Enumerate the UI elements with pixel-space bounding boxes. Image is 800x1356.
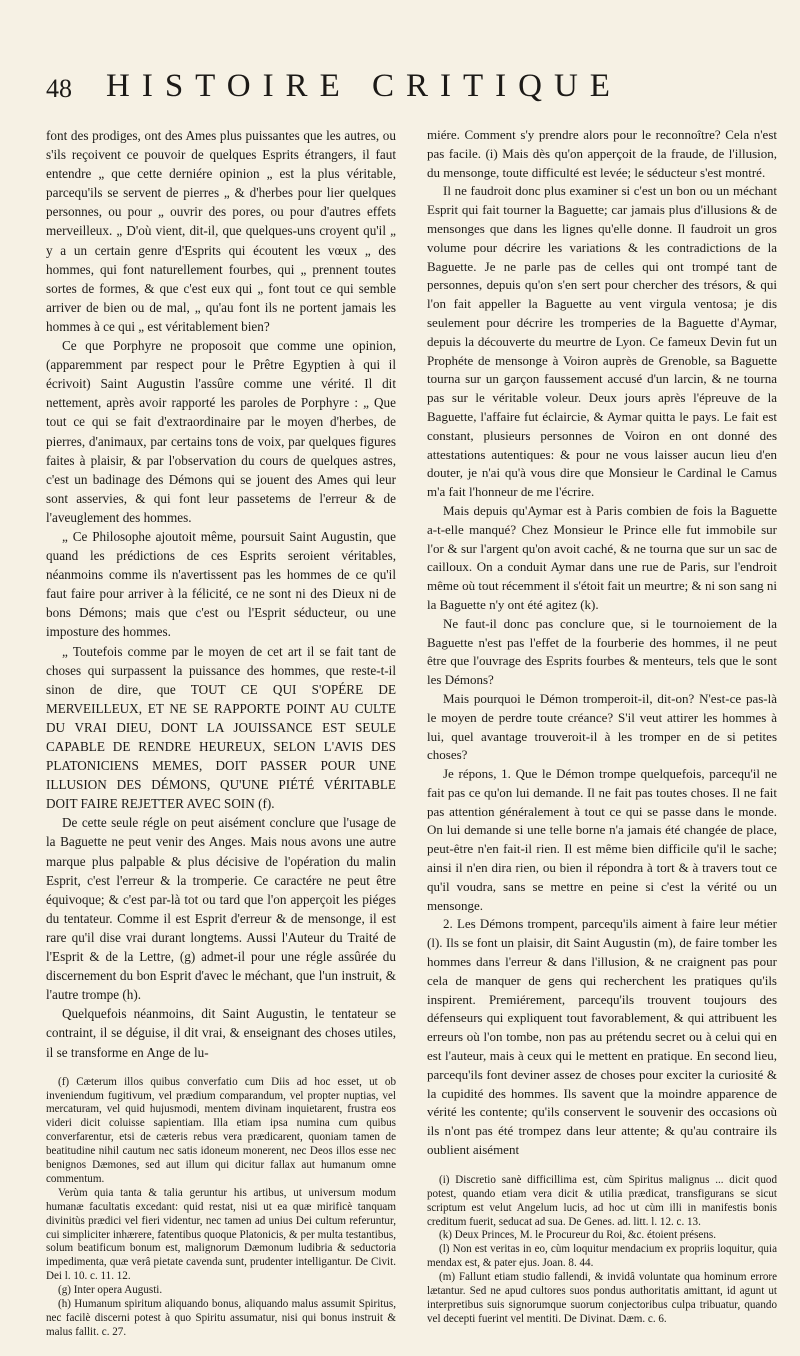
paragraph: De cette seule régle on peut aisément conclure que l'usage de la Baguette ne peut venir des Anges. Mais nous avons une autre marque plus palpable & plus décisive de l'opération du malin Esprit, c'est l'erreur & la tromperie. Ce caractére ne peut être équivoque; & c'est par-là tot ou tard que l'on apperçoit les piéges du tentateur. Comme il est Esprit d'erreur & de mensonge, il est rare qu'il dise vrai durant longtems. Aussi l'Auteur du Traité de l'Esprit & de la Lettre, (g) admet-il pour une régle assûrée du discernement du bon Esprit d'avec le méchant, que l'un instruit, & l'autre trompe (h). [46,815,396,1003]
footnote: (h) Humanum spiritum aliquando bonus, aliquando malus assumit Spiritus, nec facilè discerni potest à quo Spiritu assumatur, nisi qui bonus instruit & malus fallit. c. 27. [46,1298,396,1338]
paragraph: Mais depuis qu'Aymar est à Paris combien de fois la Baguette a-t-elle manqué? Chez Monsieur le Prince elle fut immobile sur l'or & sur l'argent qu'on avoit caché, & ne tourna que sur un sac de cailloux. On a conduit Aymar dans une rue de Paris, sur l'endroit même où tout récemment il s'étoit fait un meurtre; & ni son sang ni la Baguette n'y ont été agitez (k). [427,502,777,612]
paragraph: Je répons, 1. Que le Démon trompe quelquefois, parcequ'il ne fait pas ce qu'on lui demande. Il ne fait pas toutes choses. Il ne fait pas attention généralement à tout ce qui se passe dans le monde. On lui demande si une telle borne n'a jamais été changée de place, peut-être n'en fait-il rien. Il est même bien difficile qu'il le sache; ainsi il n'en dira rien, ou bien il répondra à tort & à travers tout ce qu'il voudra, sans se mettre en peine si c'est la vérité ou un mensonge. [427,766,777,913]
paragraph: „ Ce Philosophe ajoutoit même, poursuit Saint Augustin, que quand les prédictions de ces Esprits seroient véritables, néanmoins comme ils n'avertissent pas les hommes de ce qu'il faut faire pour arriver à la félicité, ce ne sont ni des Dieux ni de bons Démons; mais que c'est ou l'Esprit séducteur, ou une imposture des hommes. [46,528,396,640]
paragraph: Quelquefois néanmoins, dit Saint Augustin, le tentateur se contraint, il se déguise, il dit vrai, & enseignant des choses utiles, il se transforme en Ange de lu- [46,1006,396,1060]
footnote: (g) Inter opera Augusti. [58,1284,163,1297]
left-column [46,126,396,1340]
paragraph: „ Toutefois comme par le moyen de cet art il se fait tant de choses qui surpassent la puissance des hommes, que reste-t-il sinon de dire, que TOUT CE QUI S'OPÉRE DE MERVEILLEUX, ET NE SE RAPPORTE POINT AU CULTE DU VRAI DIEU, DONT LA JOUISSANCE EST SEULE CAPABLE DE RENDRE HEUREUX, SELON L'AVIS DES PLATONICIENS MEMES, DOIT PASSER POUR UNE ILLUSION DES DÉMONS, QU'UNE PIÉTÉ VÉRITABLE DOIT FAIRE REJETTER AVEC SOIN (f). [46,643,396,812]
footnote: (i) Discretio sanè difficillima est, cùm Spiritus malignus ... dicit quod potest, quando etiam vera dicit & utilia prædicat, transfigurans se sicut scriptum est velut Angelum lucis, ad hoc ut cùm illi in manifestis bonis creditum fuerit, seducat ad sua. De Genes. ad. litt. l. 12. c. 13. [427,1173,777,1228]
footnote: (l) Non est veritas in eo, cùm loquitur mendacium ex propriis loquitur, quia mendax est, & pater ejus. Joan. 8. 44. [427,1243,777,1270]
paragraph: font des prodiges, ont des Ames plus puissantes que les autres, ou s'ils reçoivent ce pouvoir de quelques Esprits étrangers, il faut entendre „ que cette derniére opinion „ est la plus véritable, parcequ'ils se servent de pierres „ & d'herbes pour lier quelques personnes, ou pour „ ouvrir des pores, ou pour d'autres effets merveilleux. „ D'où vient, dit-il, que quelques-uns croyent qu'il „ y a un certain genre d'Esprits qui écoutent les vœux „ des hommes, qui font naturellement fourbes, qui „ prennent toutes sortes de formes, & que c'est eux qui „ font tout ce qui semble arriver de bien ou de mal, „ qu'au font ils ne portent jamais les hommes à ce qui „ est véritablement bien? [46,128,396,334]
paragraph: Ce que Porphyre ne proposoit que comme une opinion, (apparemment par respect pour le Prêtre Egyptien à qui il écrivoit) Saint Augustin l'assûre comme une vérité. Il dit nettement, après avoir rapporté les paroles de Porphyre : „ Que tout ce qui se fait d'extraordinaire par le moyen d'herbes, de pierres, d'animaux, par certains tons de voix, par quelques figures faites à plaisir, & par l'observation du cours de quelques astres, c'est un badinage des Démons qui se jouent des Ames qui leur sont asservies, & qui font leur passetems de l'erreur & de l'aveuglement des hommes. [46,338,396,525]
running-title: HISTOIRE CRITIQUE [106,68,622,104]
paragraph: miére. Comment s'y prendre alors pour le reconnoître? Cela n'est pas facile. (i) Mais dès qu'on apperçoit de la fraude, de l'illusion, du mensonge, toute difficulté est levée; le séducteur s'est montré. [427,127,777,180]
footnote: (f) Cæterum illos quibus converfatio cum Diis ad hoc esset, ut ob inveniendum fugitivum, vel prædium comparandum, vel propter nuptias, vel mercaturam, vel quid hujusmodi, mentem divinam inquietarent, frustra eos videri dicit coluisse sapientiam. Illa etiam ipsa numina cum quibus converfarentur, etsi de cæteris rebus vera prædicarent, quoniam tamen de beatitudine nihil cautum nec satis idoneum monerent, nec Deos illos esse nec benignos Dæmones, sed aut illum qui dicitur fallax aut humanum omne commentum. [46,1075,396,1185]
footnotes [427,1174,777,1327]
page-number: 48 [46,74,72,103]
paragraph: 2. Les Démons trompent, parcequ'ils aiment à faire leur métier (l). Ils se font un plaisir, dit Saint Augustin (m), de faire tomber les hommes dans l'erreur & dans l'illusion, & ne craignent pas pour cela de manquer de gens qui recherchent les pratiques qu'ils inspirent. Premiérement, parcequ'ils trouvent toujours des défenseurs qui expliquent tout favorablement, & qui attribuent les erreurs où l'on tombe, non pas au prétendu secret ou à celui qui en est l'auteur, mais à ceux qui le mettent en pratique. En second lieu, parcequ'ils font deviner assez de choses pour exciter la curiosité & la cupidité des hommes. Ils savent que la moindre apparence de vérité les contente; qu'ils conservent le souvenir des occasions où ils n'ont pas été trompez dans leur attente; & qu'au contraire ils oublient aisément [427,916,777,1158]
right-column [427,126,777,1327]
footnote: (m) Fallunt etiam studio fallendi, & invidâ voluntate qua hominum errore lætantur. Sed ne apud cultores suos pondus authoritatis amittant, id agunt ut interpretibus suis signorumque suorum conjectoribus culpa tribuatur, quando vel decepti fuerint vel mentiti. De Divinat. Dæm. c. 6. [427,1271,777,1325]
footnotes [46,1076,396,1340]
footnote: (k) Deux Princes, M. le Procureur du Roi, &c. étoient présens. [439,1229,716,1242]
footnote: Verùm quia tanta & talia geruntur his artibus, ut universum modum humanæ facultatis excedant: quid restat, nisi ut ea quæ mirificè tanquam divinitùs prædici vel fieri videntur, nec tamen ad unius Dei cultum referuntur, cui simpliciter inhærere, fatentibus quoque Platonicis, & per multa testantibus, solum beatificum bonum est, malignorum Dæmonum ludibria & seductoria impedimenta, quæ verâ pietate cavenda sunt, prudenter intelligantur. De Civit. Dei l. 10. c. 11. 12. [46,1186,396,1283]
paragraph: Mais pourquoi le Démon tromperoit-il, dit-on? N'est-ce pas-là le moyen de perdre toute créance? S'il veut attirer les hommes à lui, quel avantage trouveroit-il à les tromper en de si petites choses? [427,690,777,763]
paragraph: Il ne faudroit donc plus examiner si c'est un bon ou un méchant Esprit qui fait tourner la Baguette; car jamais plus d'illusions & de mensonges que dans les lignes qu'elle donne. Il faudroit un gros volume pour décrire les variations & les contradictions de la Baguette. Je ne parle pas de celles qui ont trompé tant de personnes, depuis qu'on s'en sert pour chercher des trésors, & qui l'on fait appeller la Baguette au vent virgula ventosa; je dis seulement pour décrire les tromperies de la Baguette d'Aymar, depuis la découverte du meurtre de Lyon. Ce fameux Devin fut un Prophéte de mensonge à Voiron auprès de Grenoble, sa Baguette tourna sur un garçon faussement accusé d'un larcin, & ne tourna pas sur le véritable voleur. Deux jours après l'épreuve de la Baguette, l'affaire fut éclaircie, & Aymar quitta le pays. Le fait est constant, plusieurs personnes de Voiron en ont donné des attestations autentiques: & pour ne vous laisser aucun lieu d'en douter, je n'ai qu'à vous dire que Monsieur le Cardinal le Camus m'a fait l'honneur de me l'écrire. [427,183,777,500]
paragraph: Ne faut-il donc pas conclure que, si le tournoiement de la Baguette n'est pas l'effet de la fourberie des hommes, il ne peut être que l'ouvrage des Esprits fourbes & menteurs, tels que le sont les Démons? [427,615,777,688]
page-header [46,68,776,108]
